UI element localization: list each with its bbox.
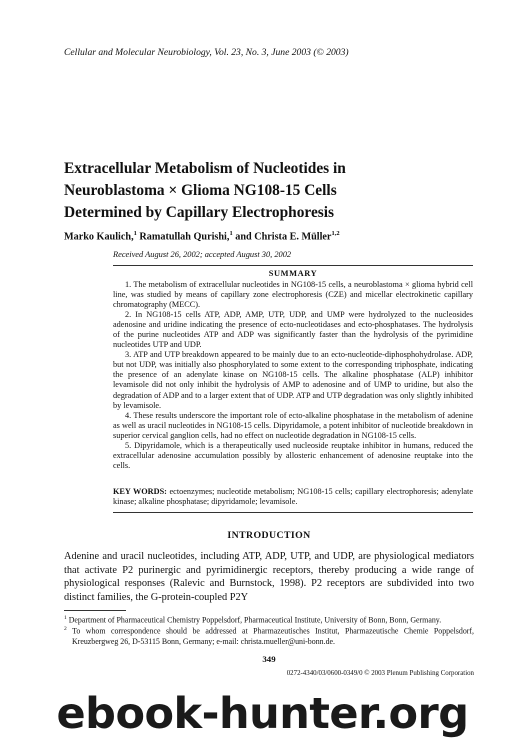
summary-top-rule — [113, 265, 473, 266]
keywords-bottom-rule — [113, 512, 473, 513]
title-line-1: Extracellular Metabolism of Nucleotides in — [64, 160, 346, 177]
summary-paragraph: 5. Dipyridamole, which is a therapeutically used nucleoside reuptake inhibitor in humans, reduced the extracellular adenosine accumulation possibly by allosteric enhancement of adenosine reuptake into the cells. — [113, 440, 473, 470]
footnote-rule — [64, 610, 126, 611]
footnote-text: To whom correspondence should be addressed at Pharmazeutisches Institut, Pharmazeutische Chemie Poppelsdorf, Kreuzbergweg 26, D-53115 Bonn, Germany; e-mail: christa.mueller@uni-bonn.de. — [66, 626, 474, 646]
keywords — [113, 487, 473, 507]
summary-paragraph: 3. ATP and UTP breakdown appeared to be mainly due to an ecto-nucleotide-diphosphohydrolase. ADP, but not UDP, was initially also phosphorylated to some extent to the corresponding triphosphate, indicating the presence of an adenylate kinase on NG108-15 cells. The alkaline phosphatase (ALP) inhibitor levamisole did not only inhibit the hydrolysis of AMP to adenosine and of UMP to uridine, but also the degradation of ADP and to a larger extent that of UDP. ATP and UTP degradation was only slightly inhibited by levamisole. — [113, 350, 473, 410]
author-affiliation-mark: 1 — [133, 230, 137, 237]
author-name: Ramatullah Qurishi, — [139, 231, 230, 243]
introduction-heading: INTRODUCTION — [227, 530, 311, 541]
summary-paragraph: 4. These results underscore the important role of ecto-alkaline phosphatase in the metabolism of adenine as well as uracil nucleotides in NG108-15 cells. Dipyridamole, a potent inhibitor of nucleotide breakdown in superior cervical ganglion cells, had no effect on nucleotide degradation in NG108-15 cells. — [113, 410, 473, 440]
keywords-text: ectoenzymes; nucleotide metabolism; NG108-15 cells; capillary electrophoresis; adenylate kinase; alkaline phosphatase; dipyridamole; levamisole. — [113, 487, 473, 507]
watermark — [0, 686, 525, 742]
footnote-mark: 1 — [64, 615, 67, 621]
summary-heading: SUMMARY — [268, 269, 318, 278]
footnote — [64, 625, 474, 646]
page-number: 349 — [262, 654, 276, 664]
footnotes — [64, 614, 474, 646]
title-line-3: Determined by Capillary Electrophoresis — [64, 204, 335, 221]
author-name: and Christa E. Müller — [235, 231, 332, 243]
footnote-text: Department of Pharmaceutical Chemistry Poppelsdorf, Pharmaceutical Institute, University of Bonn, Bonn, Germany. — [66, 615, 442, 625]
copyright-line: 0272-4340/03/0600-0349/0 © 2003 Plenum Publishing Corporation — [286, 670, 474, 677]
author-affiliation-mark: 1,2 — [331, 230, 340, 237]
watermark-text: ebook-hunter.org — [56, 689, 469, 739]
journal-header: Cellular and Molecular Neurobiology, Vol. 23, No. 3, June 2003 (© 2003) — [64, 47, 349, 58]
author-name: Marko Kaulich, — [64, 231, 134, 243]
summary-body — [113, 280, 473, 471]
title-line-2: Neuroblastoma × Glioma NG108-15 Cells — [64, 182, 337, 199]
introduction-text: Adenine and uracil nucleotides, including ATP, ADP, UTP, and UDP, are physiological mediators that activate P2 purinergic and pyrimidinergic receptors, thereby producing a wide range of physiological responses (Ralevic and Burnstock, 1998). P2 receptors are subdivided into two distinct families, the G-protein-coupled P2Y — [64, 551, 474, 603]
received-dates: Received August 26, 2002; accepted August 30, 2002 — [113, 250, 292, 259]
summary-paragraph: 1. The metabolism of extracellular nucleotides in NG108-15 cells, a neuroblastoma × glioma hybrid cell line, was studied by means of capillary zone electrophoresis (CZE) and micellar electrokinetic capillary chromatography (MECC). — [113, 280, 473, 310]
author-list — [64, 230, 474, 242]
author-affiliation-mark: 1 — [229, 230, 233, 237]
summary-paragraph: 2. In NG108-15 cells ATP, ADP, AMP, UTP, UDP, and UMP were hydrolyzed to the nucleosides adenosine and uridine indicating the presence of ecto-nucleotidases and ecto-phosphatases. The hydrolysis of the purine nucleotides ATP and ADP was significantly faster than the hydrolysis of the pyrimidine nucleotides UTP and UDP. — [113, 310, 473, 350]
footnote — [64, 614, 474, 625]
article-title — [64, 158, 464, 224]
keywords-label: KEY WORDS: — [113, 487, 167, 496]
footnote-mark: 2 — [64, 626, 67, 633]
